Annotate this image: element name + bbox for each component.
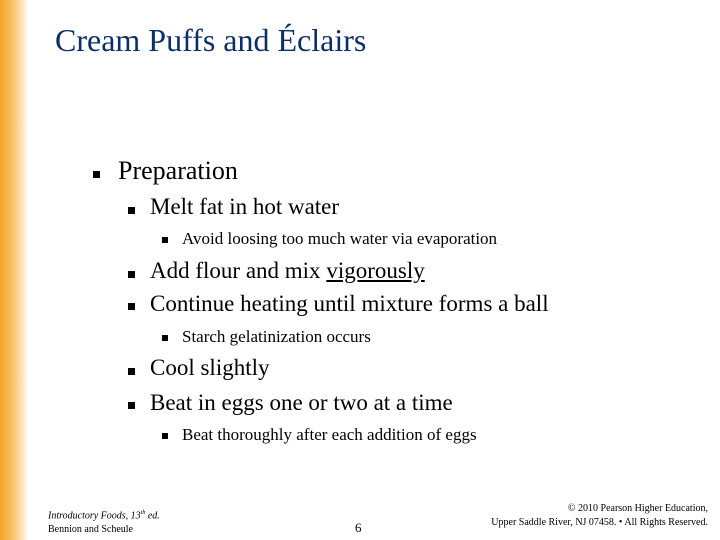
outline-item-add-flour-text: Add flour and mix xyxy=(150,258,327,283)
bullet-square-icon xyxy=(128,303,135,310)
footer-copyright-line-2: Upper Saddle River, NJ 07458. • All Rights Reserved. xyxy=(491,517,708,528)
footer-book-edition-text: ed. xyxy=(145,510,160,522)
bullet-square-icon xyxy=(128,207,135,214)
outline-item-add-flour xyxy=(150,258,425,284)
outline-sub-starch: Starch gelatinization occurs xyxy=(182,327,371,346)
footer-copyright xyxy=(491,502,708,530)
outline-item-beat-eggs: Beat in eggs one or two at a time xyxy=(150,390,453,415)
outline-sub-beat-thoroughly: Beat thoroughly after each addition of eggs xyxy=(182,425,477,444)
footer-book-info xyxy=(48,506,160,537)
outline-item-melt-fat: Melt fat in hot water xyxy=(150,194,340,219)
bullet-square-icon xyxy=(93,171,100,178)
footer-book-edition-sup: th xyxy=(140,510,146,516)
footer-copyright-line-1: © 2010 Pearson Higher Education, xyxy=(567,503,708,514)
bullet-square-icon xyxy=(128,368,135,375)
page-number: 6 xyxy=(355,520,362,535)
outline-item-cool-slightly: Cool slightly xyxy=(150,355,270,380)
outline-item-add-flour-emphasis: vigorously xyxy=(326,258,425,283)
footer-authors: Bennion and Scheule xyxy=(48,524,133,536)
footer-book-title xyxy=(48,506,160,523)
outline-sub-avoid-loosing: Avoid loosing too much water via evaporation xyxy=(182,229,498,248)
outline-item-continue-heating: Continue heating until mixture forms a ball xyxy=(150,291,549,316)
bullet-square-icon xyxy=(162,433,168,439)
bullet-square-icon xyxy=(162,335,168,341)
footer-book-title-text: Introductory Foods, 13 xyxy=(48,510,141,522)
outline-l1-preparation: Preparation xyxy=(118,156,238,185)
sidebar-gradient-bar xyxy=(0,0,28,540)
slide-title: Cream Puffs and Éclairs xyxy=(55,22,367,58)
bullet-square-icon xyxy=(162,237,168,243)
bullet-square-icon xyxy=(128,271,135,278)
bullet-square-icon xyxy=(128,402,135,409)
